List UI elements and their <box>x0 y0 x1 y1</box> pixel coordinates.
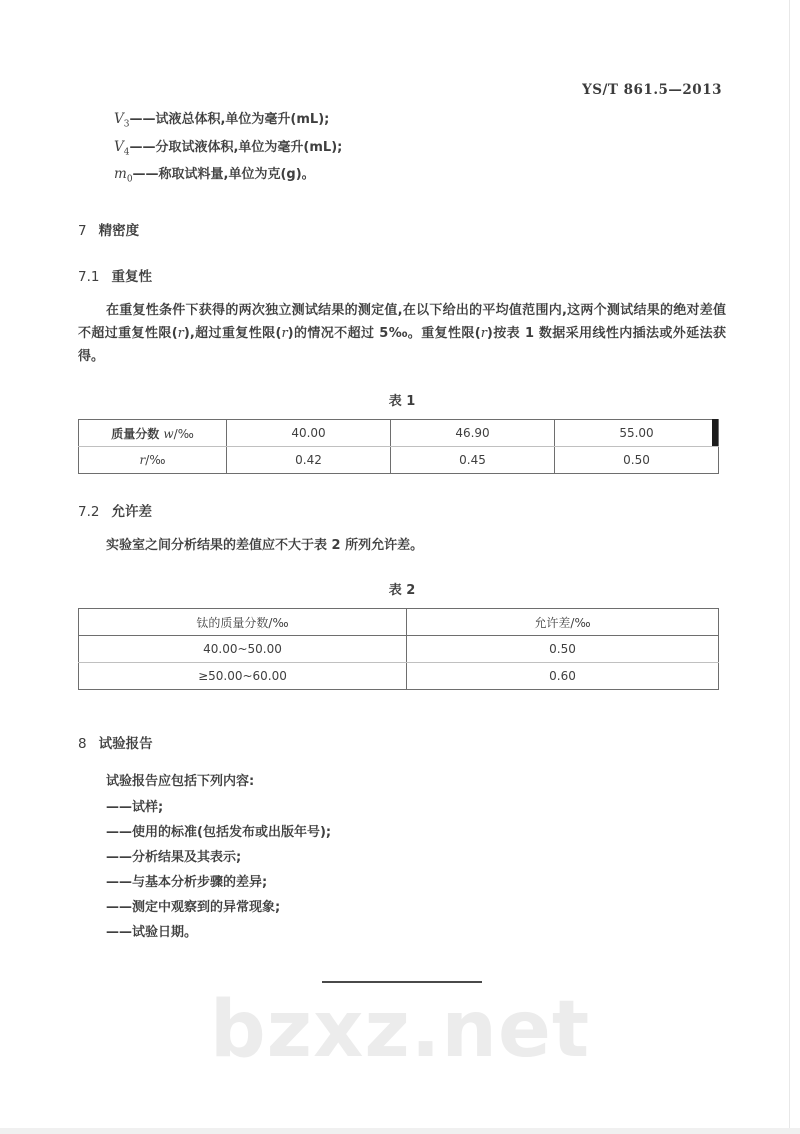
page-edge-bottom <box>0 1128 800 1134</box>
subsection-number: 7.2 <box>78 504 100 521</box>
table-row <box>79 636 719 663</box>
watermark: bzxz.net <box>209 985 591 1075</box>
page-header-standard-id: YS/T 861.5—2013 <box>582 82 722 98</box>
table-row <box>79 609 719 636</box>
variable-symbol: $m_0$ <box>114 166 133 186</box>
paragraph-part: )的情况不超过 5‰。重复性限( <box>287 326 481 342</box>
table2-header-cell: 钛的质量分数/‰ <box>79 609 407 636</box>
table2-cell: 0.50 <box>407 636 719 663</box>
list-item: ——使用的标准(包括发布或出版年号); <box>106 825 332 841</box>
table2-cell: 40.00~50.00 <box>79 636 407 663</box>
section-heading-7-1 <box>78 265 726 285</box>
variable-definition-list <box>114 108 726 191</box>
table1-caption: 表 1 <box>388 394 416 410</box>
section-number: 7 <box>78 223 87 240</box>
symbol-r: r <box>480 326 487 342</box>
table2-cell: 0.60 <box>407 663 719 690</box>
variable-subscript: 4 <box>123 147 130 158</box>
table2-cell: ≥50.00~60.00 <box>79 663 407 690</box>
definition-item <box>114 108 726 136</box>
section-heading-7-2 <box>78 500 726 520</box>
section-title: 试验报告 <box>98 736 153 753</box>
subsection-title: 允许差 <box>111 504 152 521</box>
list-item: ——与基本分析步骤的差异; <box>106 875 268 891</box>
list-item: ——试验日期。 <box>106 925 198 941</box>
definition-item <box>114 136 726 164</box>
paragraph-part: 在重复性条件下获得的两次独立测试结果的测定值,在以下给出的平均值范围内,这两个测试结果的绝对差值不超过重复性限( <box>78 303 726 342</box>
tolerance-paragraph: 实验室之间分析结果的差值应不大于表 2 所列允许差。 <box>106 538 424 554</box>
table1-cell: 0.45 <box>391 447 555 474</box>
section-number: 8 <box>78 736 87 753</box>
subsection-title: 重复性 <box>111 269 152 286</box>
list-item: ——试样; <box>106 800 164 816</box>
table-row <box>79 420 719 447</box>
scan-artifact <box>712 419 718 446</box>
list-item: ——分析结果及其表示; <box>106 850 242 866</box>
variable-subscript: 0 <box>126 175 133 186</box>
variable-symbol: $V_4$ <box>114 138 130 158</box>
report-item-list <box>106 795 726 945</box>
table1-cell: 55.00 <box>555 420 719 447</box>
paragraph-part: )按表 1 数据采用线性内插法或外延法获得。 <box>78 326 726 365</box>
table-1 <box>78 419 719 474</box>
table-row <box>79 663 719 690</box>
definition-text: ——称取试料量,单位为克(g)。 <box>132 167 315 183</box>
table1-cell: 40.00 <box>227 420 391 447</box>
definition-item <box>114 163 726 191</box>
table1-cell: 0.50 <box>555 447 719 474</box>
table-row <box>79 447 719 474</box>
table1-wrapper <box>78 419 726 474</box>
table1-cell: 46.90 <box>391 420 555 447</box>
table1-cell: 0.42 <box>227 447 391 474</box>
variable-subscript: 3 <box>123 119 130 130</box>
table1-row-label-mass-fraction: 质量分数 w/‰ <box>79 420 227 447</box>
symbol-r: r <box>177 326 184 342</box>
symbol-r: r <box>281 326 288 342</box>
table2-caption: 表 2 <box>388 583 416 599</box>
table2-header-cell: 允许差/‰ <box>407 609 719 636</box>
definition-text: ——试液总体积,单位为毫升(mL); <box>129 112 330 127</box>
section-title: 精密度 <box>98 223 140 240</box>
table-2 <box>78 608 719 690</box>
document-content <box>78 108 726 983</box>
definition-text: ——分取试液体积,单位为毫升(mL); <box>129 139 343 155</box>
table1-row-label-repeatability: r/‰ <box>79 447 227 474</box>
list-item: ——测定中观察到的异常现象; <box>106 900 281 916</box>
repeatability-paragraph <box>78 299 726 368</box>
section-heading-7 <box>78 219 726 239</box>
end-of-document-rule <box>322 981 482 983</box>
report-lead-text: 试验报告应包括下列内容: <box>106 774 255 790</box>
paragraph-part: ),超过重复性限( <box>183 326 282 342</box>
page-edge-right <box>789 0 790 1134</box>
variable-symbol: $V_3$ <box>114 111 130 130</box>
subsection-number: 7.1 <box>78 269 100 286</box>
section-heading-8 <box>78 732 726 752</box>
